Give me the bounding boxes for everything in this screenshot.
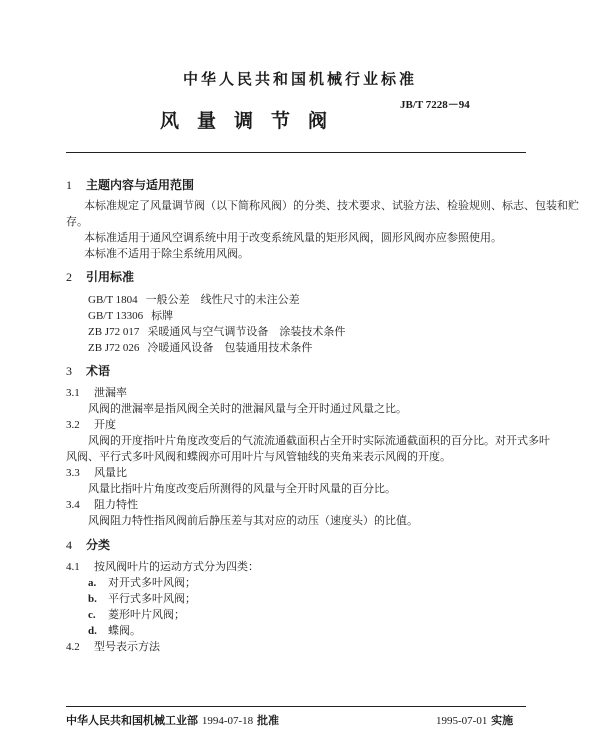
section-number: 2 (66, 270, 72, 284)
paragraph: 存。 (66, 215, 88, 228)
reference-title: 冷暖通风设备 包装通用技术条件 (147, 341, 313, 354)
reference-code: ZB J72 017 (88, 326, 140, 338)
section-title: 引用标准 (86, 270, 135, 284)
list-item (88, 590, 196, 606)
list-text: 菱形叶片风阀； (108, 608, 185, 621)
effective-suffix: 实施 (491, 714, 514, 727)
term-heading (66, 496, 138, 512)
section-number: 3 (66, 364, 72, 378)
approval-date: 1994-07-18 (201, 715, 254, 727)
section-title: 主题内容与适用范围 (86, 178, 195, 192)
section-3-heading (66, 362, 110, 379)
term-definition: 风阀、平行式多叶风阀和蝶阀亦可用叶片与风管轴线的夹角来表示风阀的开度。 (66, 450, 451, 463)
section-title: 分类 (86, 538, 111, 552)
effective-date: 1995-07-01 (436, 715, 488, 727)
reference-item (88, 291, 300, 307)
term-definition: 风阀的开度指叶片角度改变后的气流流通截面积占全开时实际流通截面积的百分比。对开式多叶 (88, 434, 550, 447)
list-label: a. (88, 577, 97, 589)
clause-4-1 (66, 558, 259, 574)
section-1-heading (66, 176, 194, 193)
section-number: 4 (66, 538, 72, 552)
footer-rule (66, 706, 526, 707)
approval-org: 中华人民共和国机械工业部 (66, 714, 198, 727)
ministry-heading: 中华人民共和国机械行业标准 (182, 70, 417, 88)
effective-line (436, 712, 513, 728)
term-heading (66, 384, 127, 400)
reference-title: 标牌 (151, 309, 174, 322)
reference-code: ZB J72 026 (88, 342, 140, 354)
header-rule (66, 152, 526, 153)
reference-title: 一般公差 线性尺寸的未注公差 (145, 293, 300, 306)
document-title: 风量调节阀 (160, 110, 346, 132)
section-4-heading (66, 536, 110, 553)
term-title: 泄漏率 (94, 386, 127, 399)
standard-code: JB/T 7228－94 (400, 99, 470, 111)
clause-number: 4.1 (66, 561, 80, 573)
term-definition: 风阀阻力特性指风阀前后静压差与其对应的动压（速度头）的比值。 (88, 514, 418, 527)
reference-item (88, 307, 173, 323)
list-item (88, 574, 196, 590)
term-definition: 风阀的泄漏率是指风阀全关时的泄漏风量与全开时通过风量之比。 (88, 402, 407, 415)
term-number: 3.1 (66, 387, 80, 399)
paragraph: 本标准不适用于除尘系统用风阀。 (84, 247, 249, 260)
approval-line (66, 712, 279, 728)
list-text: 蝶阀。 (108, 624, 141, 637)
clause-4-2 (66, 638, 160, 654)
list-item (88, 606, 185, 622)
clause-text: 型号表示方法 (94, 640, 160, 653)
list-text: 对开式多叶风阀； (108, 576, 196, 589)
reference-item (88, 323, 345, 339)
reference-title: 采暖通风与空气调节设备 涂装技术条件 (147, 325, 346, 338)
reference-code: GB/T 1804 (88, 294, 138, 306)
reference-item (88, 339, 312, 355)
approval-suffix: 批准 (257, 714, 280, 727)
term-title: 风量比 (94, 466, 127, 479)
list-label: b. (88, 593, 97, 605)
term-number: 3.2 (66, 419, 80, 431)
term-title: 阻力特性 (94, 498, 138, 511)
clause-text: 按风阀叶片的运动方式分为四类： (94, 560, 259, 573)
term-title: 开度 (94, 418, 116, 431)
clause-number: 4.2 (66, 641, 80, 653)
term-number: 3.3 (66, 467, 80, 479)
list-item (88, 622, 141, 638)
section-2-heading (66, 268, 134, 285)
section-number: 1 (66, 178, 72, 192)
list-label: d. (88, 625, 97, 637)
paragraph: 本标准适用于通风空调系统中用于改变系统风量的矩形风阀，圆形风阀亦应参照使用。 (84, 231, 502, 244)
list-text: 平行式多叶风阀； (108, 592, 196, 605)
term-definition: 风量比指叶片角度改变后所测得的风量与全开时风量的百分比。 (88, 482, 396, 495)
term-number: 3.4 (66, 499, 80, 511)
term-heading (66, 416, 116, 432)
section-title: 术语 (86, 364, 111, 378)
term-heading (66, 464, 127, 480)
reference-code: GB/T 13306 (88, 310, 144, 322)
paragraph: 本标准规定了风量调节阀（以下简称风阀）的分类、技术要求、试验方法、检验规则、标志、包装和贮 (84, 199, 579, 212)
list-label: c. (88, 609, 96, 621)
